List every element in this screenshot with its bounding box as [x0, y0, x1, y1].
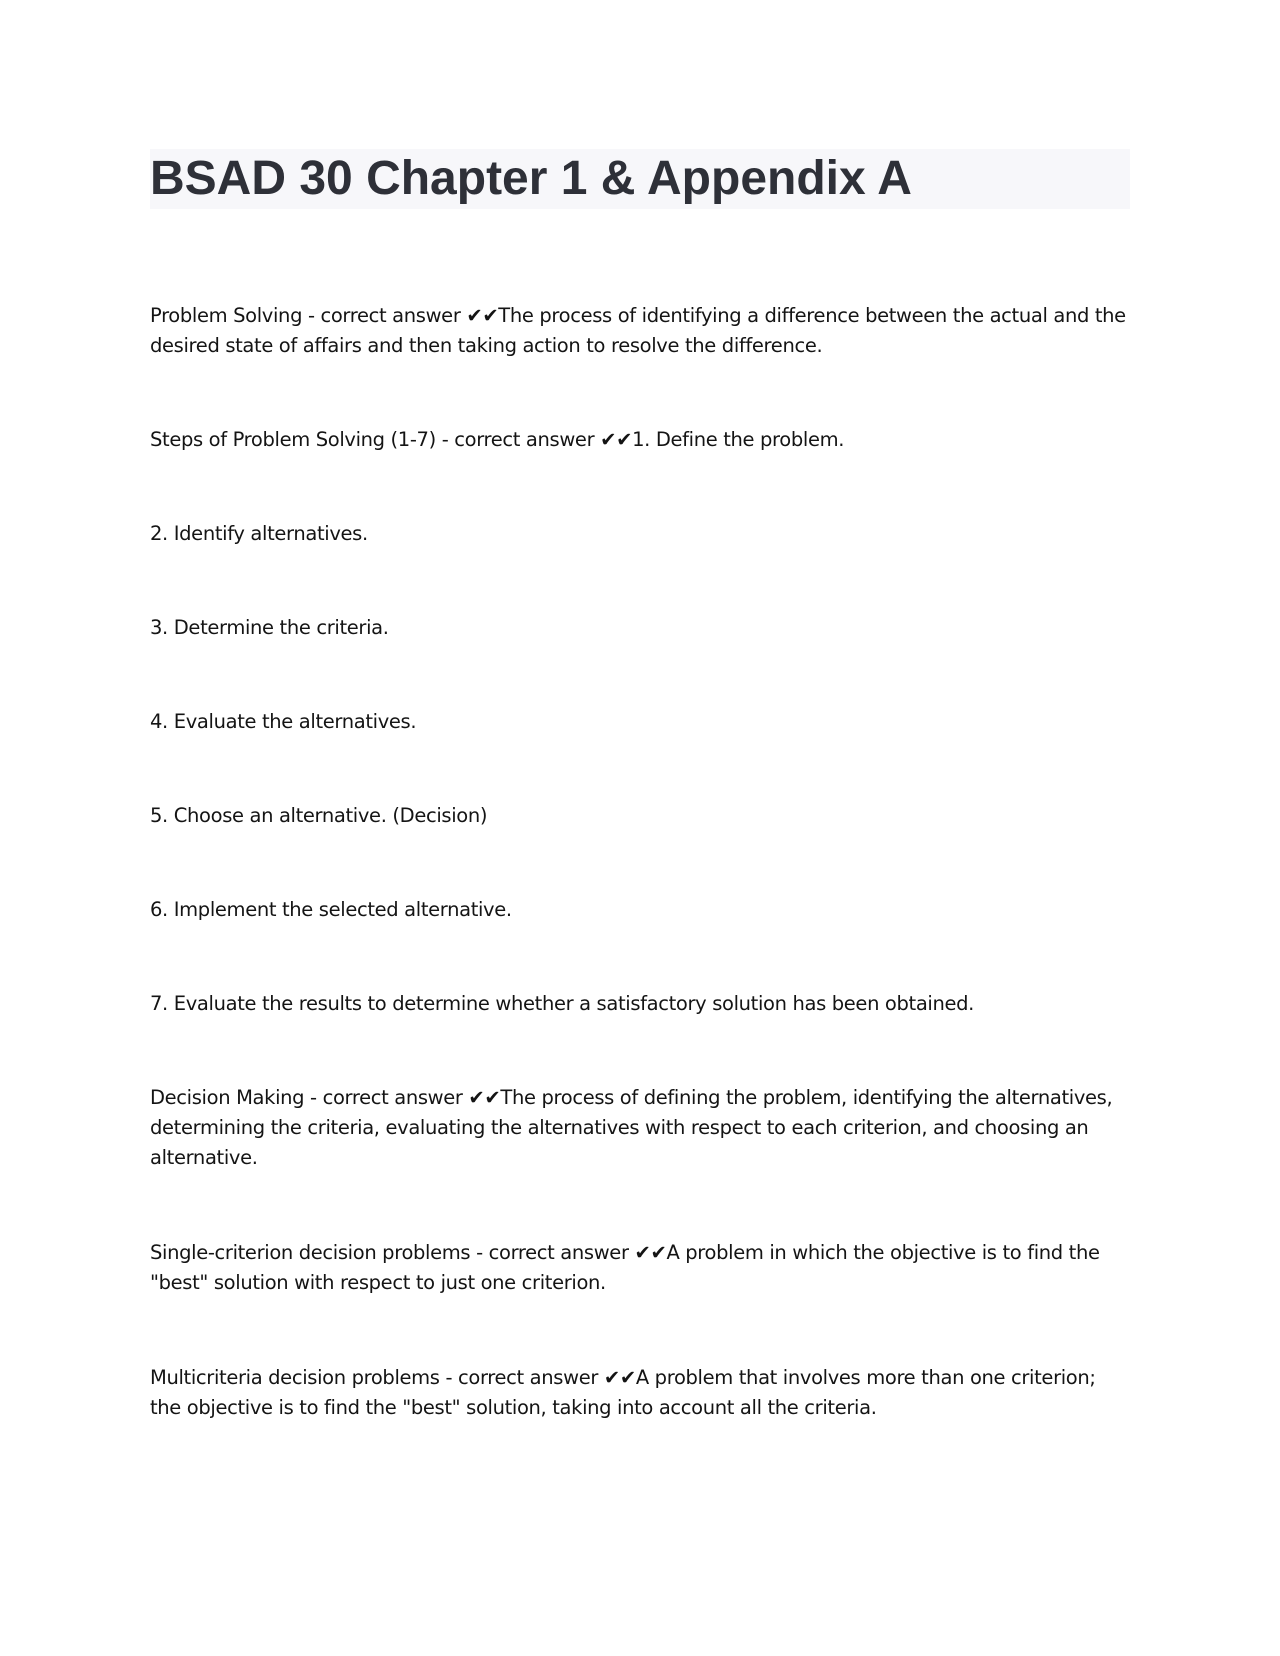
step-5: 5. Choose an alternative. (Decision) [150, 804, 488, 827]
step-7: 7. Evaluate the results to determine whether a satisfactory solution has been obtained. [150, 992, 975, 1015]
step-3: 3. Determine the criteria. [150, 616, 389, 639]
definition-decision-making: Decision Making - correct answer ✔✔The process of defining the problem, identifying the alternatives, determining the criteria, evaluating the alternatives with respect to each criterion, and choosing an alternative. [150, 1086, 1113, 1169]
definition-multicriteria: Multicriteria decision problems - correct answer ✔✔A problem that involves more than one criterion; the objective is to find the "best" solution, taking into account all the criteria. [150, 1366, 1096, 1419]
document-title: BSAD 30 Chapter 1 & Appendix A [150, 152, 912, 205]
step-2: 2. Identify alternatives. [150, 522, 368, 545]
definition-steps-of-problem-solving: Steps of Problem Solving (1-7) - correct answer ✔✔1. Define the problem. [150, 428, 845, 451]
definition-single-criterion: Single-criterion decision problems - correct answer ✔✔A problem in which the objective is to find the "best" solution with respect to just one criterion. [150, 1241, 1100, 1294]
step-4: 4. Evaluate the alternatives. [150, 710, 417, 733]
step-6: 6. Implement the selected alternative. [150, 898, 512, 921]
definition-problem-solving: Problem Solving - correct answer ✔✔The process of identifying a difference between the actual and the desired state of affairs and then taking action to resolve the difference. [150, 304, 1126, 357]
